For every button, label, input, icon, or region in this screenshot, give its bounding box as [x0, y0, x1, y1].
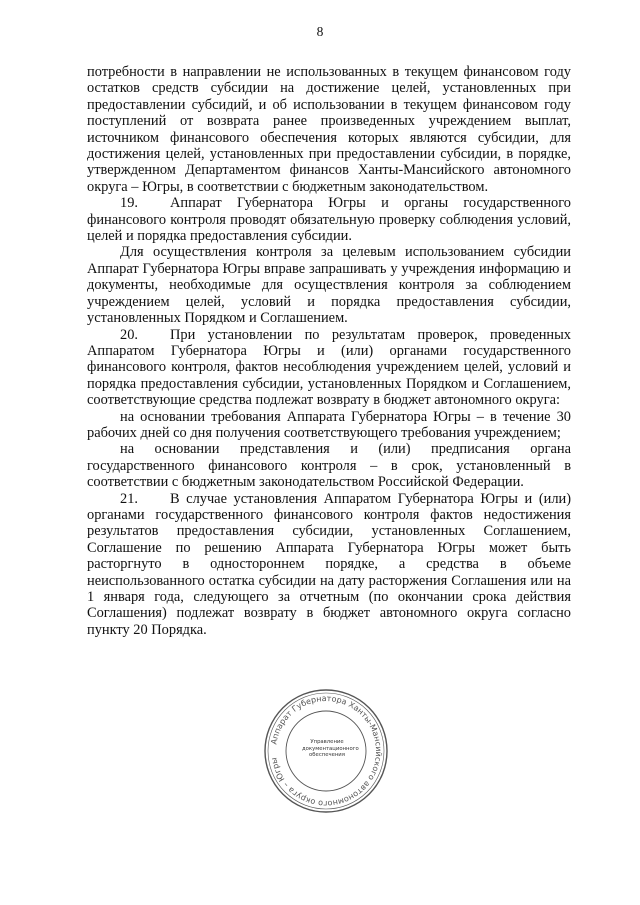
paragraph-number-20: 20. [120, 326, 138, 343]
paragraph-21 [87, 491, 571, 639]
official-stamp [262, 687, 390, 815]
paragraph-number-21: 21. [120, 490, 138, 507]
stamp-center-line-3: обеспечения [309, 752, 345, 759]
page-number: 8 [316, 24, 324, 39]
paragraph-20-text: При установлении по результатам проверок, проведенных Аппаратом Губернатора Югры и (или) органами государственного финансового контроля, фактов несоблюдения учреждением целей, условий и порядка предоставления субсидии, установленных Порядком и Соглашением, соответствующие средства подлежат возврату в бюджет автономного округа: [87, 326, 571, 409]
paragraph-number-19: 19. [120, 195, 138, 212]
stamp-ring-text: Аппарат Губернатора Ханты-Мансийского автономного округа – Югры [269, 693, 384, 809]
paragraph-requirement: на основании требования Аппарата Губернатора Югры – в течение 30 рабочих дней со дня получения соответствующего требования учреждением; [87, 408, 571, 441]
paragraph-21-text: В случае установления Аппаратом Губернатора Югры и (или) органами государственного финансового контроля фактов недостижения результатов предоставления субсидии, установленных Соглашением, Соглашение по решению Аппарата Губернатора Югры может быть расторгнуто в одностороннем порядке, а средства в объеме неиспользованного остатка субсидии на дату расторжения Соглашения или на 1 января года, следующего за отчетным (по окончании срока действия Соглашения) подлежат возврату в бюджет автономного округа согласно пункту 20 Порядка. [87, 490, 571, 638]
paragraph-continuation: потребности в направлении не использованных в текущем финансовом году остатков средств субсидии на достижение целей, установленных при предоставлении субсидий, и об использовании в текущем финансовом году поступлений от возврата ранее произведенных учреждением выплат, источником финансового обеспечения которых являются субсидии, для достижения целей, установленных при предоставлении субсидии, в порядке, утвержденном Департаментом финансов Ханты-Мансийского автономного округа – Югры, в соответствии с бюджетным законодательством. [87, 64, 571, 195]
stamp-center-line-1: Управление [310, 739, 344, 745]
paragraph-19-text: Аппарат Губернатора Югры и органы государственного финансового контроля проводят обязательную проверку соблюдения условий, целей и порядка предоставления субсидии. [87, 195, 571, 245]
paragraph-representation: на основании представления и (или) предписания органа государственного финансового контроля – в срок, установленный в соответствии с бюджетным законодательством Российской Федерации. [87, 441, 571, 491]
stamp-center-line-2: документационного [302, 745, 359, 752]
paragraph-control: Для осуществления контроля за целевым использованием субсидии Аппарат Губернатора Югры вправе запрашивать у учреждения информацию и документы, необходимые для осуществления контроля за соблюдением учреждением целей, условий и порядка предоставления субсидии, установленных Порядком и Соглашением. [87, 244, 571, 327]
paragraph-20 [87, 327, 571, 409]
document-body [87, 64, 571, 638]
stamp-center-text [302, 739, 359, 759]
paragraph-19 [87, 195, 571, 244]
